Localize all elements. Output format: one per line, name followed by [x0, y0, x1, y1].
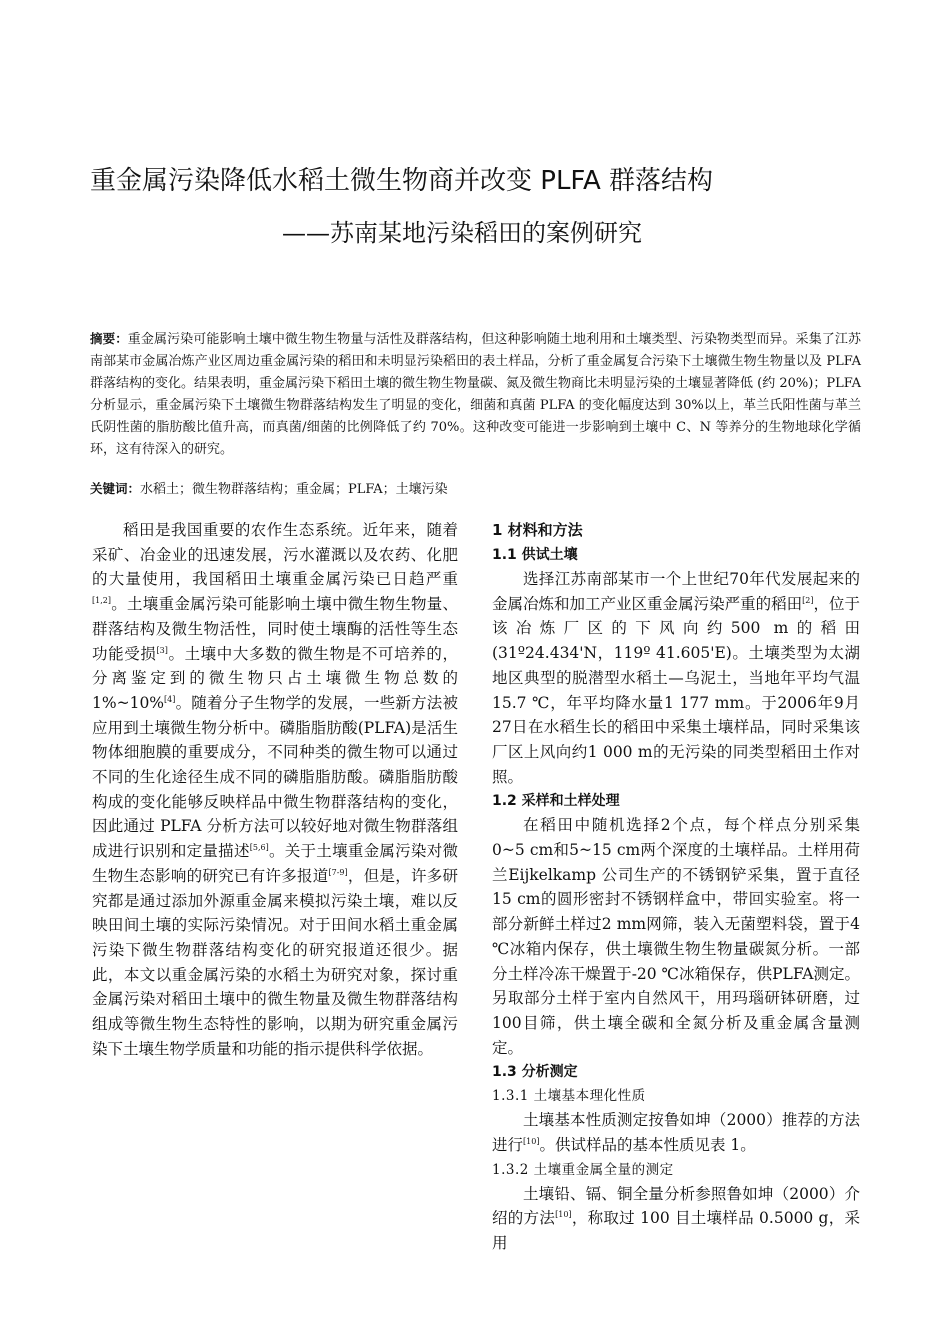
section-text: 。供试样品的基本性质见表 1。: [539, 1136, 756, 1155]
section-paragraph: [492, 1108, 860, 1157]
section-text: ，位于该冶炼厂区的下风向约500 m的稻田(31º24.434'N，119º 41.605'E)。土壤类型为太湖地区典型的脱潜型水稻土—乌泥土，当地年平均气温15.7 ℃，年平均降水量1 177 mm。于2006年9月27日在水稻生长的稻田中采集土壤样品，同时采集该厂区上风向约1 000 m的无污染的同类型稻田土作对照。: [492, 594, 860, 786]
intro-text: 。土壤中大多数的微生物是不可培养的，分离鉴定到的微生物只占土壤微生物总数的 1%~10%: [92, 644, 458, 712]
abstract: [90, 328, 861, 461]
section-text: 土壤基本性质测定按鲁如坤（2000）推荐的方法进行: [492, 1111, 860, 1155]
intro-paragraph: [92, 518, 458, 1061]
intro-text: 。随着分子生物学的发展，一些新方法被应用到土壤微生物分析中。磷脂脂肪酸(PLFA)是活生物体细胞膜的重要成分，不同种类的微生物可以通过不同的生化途径生成不同的磷脂脂肪酸。磷脂脂肪酸构成的变化能够反映样品中微生物群落结构的变化，因此通过 PLFA 分析方法可以较好地对微生物群落组成进行识别和定量描述: [92, 693, 458, 861]
section-text: 土壤铅、镉、铜全量分析参照鲁如坤（2000）介绍的方法: [492, 1184, 860, 1228]
paper-title: 重金属污染降低水稻土微生物商并改变 PLFA 群落结构: [90, 166, 714, 196]
citation: [5,6]: [249, 842, 269, 852]
subsection-heading: 1.2 采样和土样处理: [492, 793, 620, 810]
citation: [10]: [555, 1210, 572, 1220]
keywords: [90, 479, 861, 500]
citation: [10]: [523, 1136, 540, 1146]
intro-text: 。土壤重金属污染可能影响土壤中微生物生物量、群落结构及微生物活性，同时使土壤酶的活性等生态功能受损: [92, 595, 458, 663]
paper-subtitle: ——苏南某地污染稻田的案例研究: [282, 219, 642, 247]
intro-text: 稻田是我国重要的农作生态系统。近年来，随着采矿、冶金业的迅速发展，污水灌溉以及农药、化肥的大量使用，我国稻田土壤重金属污染已日趋严重: [92, 521, 458, 589]
abstract-label: 摘要：: [90, 331, 128, 346]
citation: [1,2]: [92, 595, 111, 605]
right-column: [492, 518, 860, 1256]
section-paragraph: 在稻田中随机选择2个点，每个样点分别采集0~5 cm和5~15 cm两个深度的土壤样品。土样用荷兰Eijkelkamp 公司生产的不锈钢铲采集，置于直径15 cm的圆形密封不锈钢样盒中，带回实验室。将一部分新鲜土样过2 mm网筛，装入无菌塑料袋，置于4 ℃冰箱内保存，供土壤微生物生物量碳氮分析。一部分土样冷冻干燥置于-20 ℃冰箱保存，供PLFA测定。另取部分土样于室内自然风干，用玛瑙研钵研磨，过100目筛，供土壤全碳和全氮分析及重金属含量测定。: [492, 816, 860, 1057]
keywords-text: 水稻土；微生物群落结构；重金属；PLFA；土壤污染: [140, 482, 448, 497]
section-text: 选择江苏南部某市一个上世纪70年代发展起来的金属冶炼和加工产业区重金属污染严重的稻田: [492, 570, 860, 613]
section-paragraph: [492, 1182, 860, 1256]
abstract-text: 重金属污染可能影响土壤中微生物生物量与活性及群落结构，但这种影响随土地利用和土壤类型、污染物类型而异。采集了江苏南部某市金属冶炼产业区周边重金属污染的稻田和未明显污染稻田的表土样品，分析了重金属复合污染下土壤微生物生物量以及 PLFA 群落结构的变化。结果表明，重金属污染下稻田土壤的微生物生物量碳、氮及微生物商比未明显污染的土壤显著降低 (约 20%)；PLFA 分析显示，重金属污染下土壤微生物群落结构发生了明显的变化，细菌和真菌 PLFA 的变化幅度达到 30%以上，革兰氏阳性菌与革兰氏阴性菌的脂肪酸比值升高，而真菌/细菌的比例降低了约 70%。这种改变可能进一步影响到土壤中 C、N 等养分的生物地球化学循环，这有待深入的研究。: [90, 332, 861, 457]
subsubsection-heading: 1.3.2 土壤重金属全量的测定: [492, 1161, 674, 1178]
section-text: ，称取过 100 目土壤样品 0.5000 g，采用: [492, 1209, 860, 1253]
subsection-heading: 1.3 分析测定: [492, 1064, 578, 1081]
section-heading: 1 材料和方法: [492, 521, 583, 539]
citation: [3]: [156, 645, 168, 655]
citation: [4]: [164, 694, 176, 704]
citation: [7-9]: [328, 867, 348, 877]
subsection-heading: 1.1 供试土壤: [492, 547, 578, 563]
section-paragraph: [492, 567, 860, 789]
intro-text: ，但是，许多研究都是通过添加外源重金属来模拟污染土壤，难以反映田间土壤的实际污染情况。对于田间水稻土重金属污染下微生物群落结构变化的研究报道还很少。据此，本文以重金属污染的水稻土为研究对象，探讨重金属污染对稻田土壤中的微生物量及微生物群落结构组成等微生物生态特性的影响，以期为研究重金属污染下土壤生物学质量和功能的指示提供科学依据。: [92, 866, 458, 1058]
left-column: [92, 518, 458, 1061]
keywords-label: 关键词：: [90, 481, 141, 496]
citation: [2]: [802, 595, 814, 605]
subsubsection-heading: 1.3.1 土壤基本理化性质: [492, 1088, 646, 1105]
intro-text: 。关于土壤重金属污染对微生物生态影响的研究已有许多报道: [92, 842, 458, 885]
